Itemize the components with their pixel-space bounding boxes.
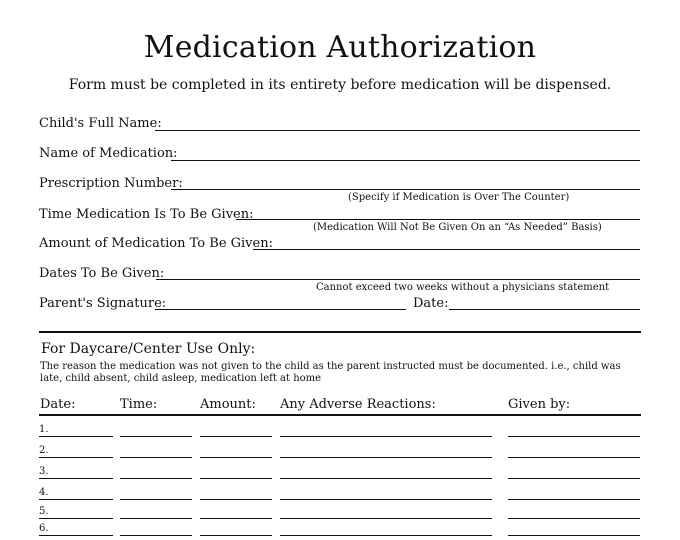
time-given-label: Time Medication Is To Be Given: xyxy=(39,207,254,222)
log-row xyxy=(0,424,680,444)
amount-cell[interactable] xyxy=(200,535,272,536)
amount-given-label: Amount of Medication To Be Given: xyxy=(39,236,273,251)
given-by-cell[interactable] xyxy=(508,457,640,458)
form-subtitle: Form must be completed in its entirety before medication will be dispensed. xyxy=(68,77,612,93)
log-row xyxy=(0,466,680,486)
row-number[interactable]: 4. xyxy=(39,487,113,500)
amount-cell[interactable] xyxy=(200,436,272,437)
reactions-cell[interactable] xyxy=(280,436,492,437)
amount-cell[interactable] xyxy=(200,457,272,458)
form-title: Medication Authorization xyxy=(143,30,537,65)
log-row xyxy=(0,445,680,465)
amount-cell[interactable] xyxy=(200,518,272,519)
given-by-cell[interactable] xyxy=(508,478,640,479)
time-cell[interactable] xyxy=(120,457,192,458)
amount-cell[interactable] xyxy=(200,478,272,479)
given-by-cell[interactable] xyxy=(508,518,640,519)
prescription-number-label: Prescription Number: xyxy=(39,176,183,191)
row-number[interactable]: 6. xyxy=(39,523,113,536)
otc-note: (Specify if Medication is Over The Counter) xyxy=(348,192,570,203)
dates-given-label: Dates To Be Given: xyxy=(39,266,165,281)
daycare-section-title: For Daycare/Center Use Only: xyxy=(41,341,256,357)
amount-given-line[interactable] xyxy=(253,249,640,250)
row-number[interactable]: 1. xyxy=(39,424,113,437)
medication-name-label: Name of Medication: xyxy=(39,146,178,161)
column-given-by: Given by: xyxy=(508,397,571,412)
signature-date-label: Date: xyxy=(413,296,449,311)
child-name-label: Child's Full Name: xyxy=(39,116,162,131)
section-divider xyxy=(39,331,641,333)
parent-signature-label: Parent's Signature: xyxy=(39,296,167,311)
two-weeks-note: Cannot exceed two weeks without a physicians statement xyxy=(316,282,610,293)
row-number[interactable]: 3. xyxy=(39,466,113,479)
row-number[interactable]: 5. xyxy=(39,506,113,519)
log-row xyxy=(0,523,680,539)
column-amount: Amount: xyxy=(200,397,256,412)
time-cell[interactable] xyxy=(120,478,192,479)
amount-cell[interactable] xyxy=(200,499,272,500)
time-cell[interactable] xyxy=(120,518,192,519)
column-time: Time: xyxy=(120,397,158,412)
time-given-line[interactable] xyxy=(236,219,640,220)
medication-name-line[interactable] xyxy=(171,160,640,161)
reactions-cell[interactable] xyxy=(280,518,492,519)
given-by-cell[interactable] xyxy=(508,535,640,536)
column-header-line xyxy=(39,414,641,416)
reactions-cell[interactable] xyxy=(280,457,492,458)
log-row xyxy=(0,487,680,507)
prescription-number-line[interactable] xyxy=(171,189,640,190)
time-cell[interactable] xyxy=(120,535,192,536)
dates-given-line[interactable] xyxy=(156,279,640,280)
column-reactions: Any Adverse Reactions: xyxy=(280,397,436,412)
given-by-cell[interactable] xyxy=(508,436,640,437)
time-cell[interactable] xyxy=(120,436,192,437)
reactions-cell[interactable] xyxy=(280,535,492,536)
reactions-cell[interactable] xyxy=(280,499,492,500)
daycare-section-note: The reason the medication was not given to the child as the parent instructed must be documented. i.e., child was late, child absent, child asleep, medication left at home xyxy=(40,361,621,384)
column-date: Date: xyxy=(40,397,76,412)
reactions-cell[interactable] xyxy=(280,478,492,479)
parent-signature-line[interactable] xyxy=(155,309,406,310)
time-cell[interactable] xyxy=(120,499,192,500)
child-name-line[interactable] xyxy=(155,130,640,131)
given-by-cell[interactable] xyxy=(508,499,640,500)
row-number[interactable]: 2. xyxy=(39,445,113,458)
signature-date-line[interactable] xyxy=(449,309,640,310)
as-needed-note: (Medication Will Not Be Given On an “As Needed” Basis) xyxy=(313,222,602,233)
